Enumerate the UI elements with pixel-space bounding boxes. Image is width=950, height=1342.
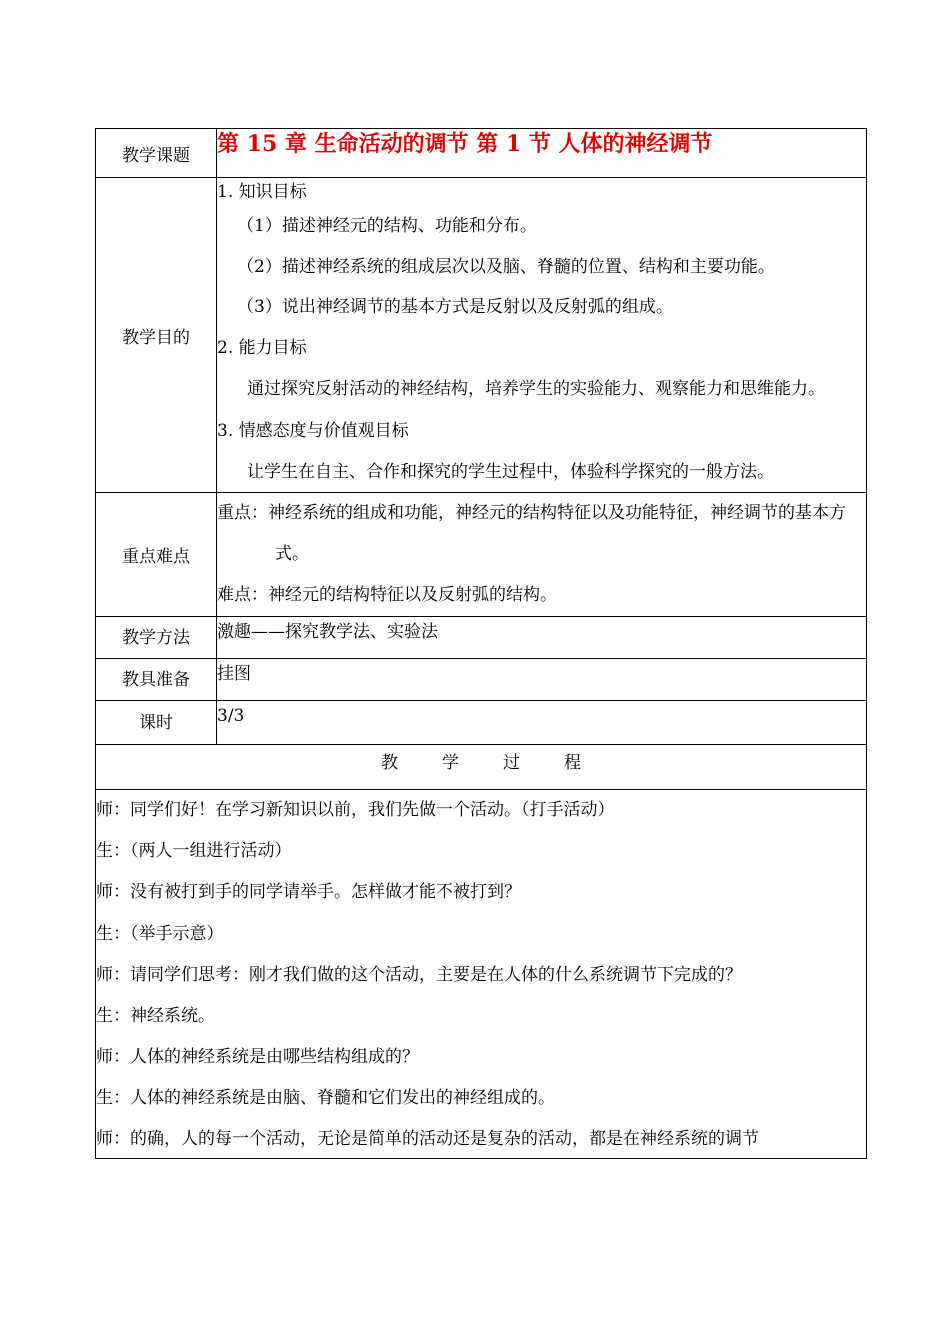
goal-item: （2）描述神经系统的组成层次以及脑、脊髓的位置、结构和主要功能。 (237, 256, 775, 277)
goals-label: 教学目的 (96, 178, 217, 493)
goal-item: 通过探究反射活动的神经结构，培养学生的实验能力、观察能力和思维能力。 (247, 379, 825, 399)
dialog-line: 师：人体的神经系统是由哪些结构组成的？ (96, 1047, 419, 1068)
lesson-plan-table (95, 128, 867, 1159)
goal-heading-attitude: 3. 情感态度与价值观目标 (217, 421, 409, 441)
materials-row (96, 659, 867, 701)
goals-row (96, 178, 867, 493)
keypoints-row (96, 493, 867, 617)
hours-value: 3/3 (217, 701, 867, 745)
topic-label: 教学课题 (96, 129, 217, 178)
goal-heading-ability: 2. 能力目标 (217, 337, 307, 358)
dialog-line: 生：神经系统。 (96, 1006, 215, 1027)
process-dialog (96, 790, 867, 1159)
method-value: 激趣——探究教学法、实验法 (217, 617, 867, 659)
process-heading-row (96, 745, 867, 790)
goal-item: 让学生在自主、合作和探究的学生过程中，体验科学探究的一般方法。 (247, 461, 774, 482)
goal-item: （1）描述神经元的结构、功能和分布。 (237, 216, 537, 236)
method-label-text: 教学方法 (122, 627, 190, 648)
key-focus: 重点：神经系统的组成和功能，神经元的结构特征以及功能特征，神经调节的基本方式。 (217, 503, 846, 564)
keypoints-label: 重点难点 (96, 493, 217, 617)
dialog-line: 生：人体的神经系统是由脑、脊髓和它们发出的神经组成的。 (96, 1088, 555, 1109)
dialog-line: 生：（两人一组进行活动） (96, 841, 292, 862)
materials-label: 教具准备 (96, 659, 217, 701)
topic-row (96, 129, 867, 178)
dialog-line: 师：同学们好！在学习新知识以前，我们先做一个活动。（打手活动） (96, 800, 615, 820)
keypoints-content (217, 493, 867, 617)
dialog-line: 师：请同学们思考：刚才我们做的这个活动，主要是在人体的什么系统调节下完成的？ (96, 964, 742, 985)
materials-value: 挂图 (217, 659, 867, 701)
hours-row (96, 701, 867, 745)
key-difficulty: 难点：神经元的结构特征以及反射弧的结构。 (217, 585, 557, 605)
lesson-title: 第 15 章 生命活动的调节 第 1 节 人体的神经调节 (217, 129, 867, 178)
dialog-line: 师：没有被打到手的同学请举手。怎样做才能不被打到？ (96, 882, 521, 903)
process-heading: 教学过程 (96, 745, 867, 790)
hours-label: 课时 (96, 701, 217, 745)
goals-content (217, 178, 867, 493)
goal-heading-knowledge: 1. 知识目标 (217, 182, 307, 202)
goal-item: （3）说出神经调节的基本方式是反射以及反射弧的组成。 (237, 297, 673, 317)
dialog-line: 生：（举手示意） (96, 923, 224, 944)
dialog-line: 师：的确，人的每一个活动，无论是简单的活动还是复杂的活动，都是在神经系统的调节 (96, 1128, 759, 1149)
process-row (96, 790, 867, 1159)
method-row (96, 617, 867, 659)
method-label (96, 617, 217, 659)
